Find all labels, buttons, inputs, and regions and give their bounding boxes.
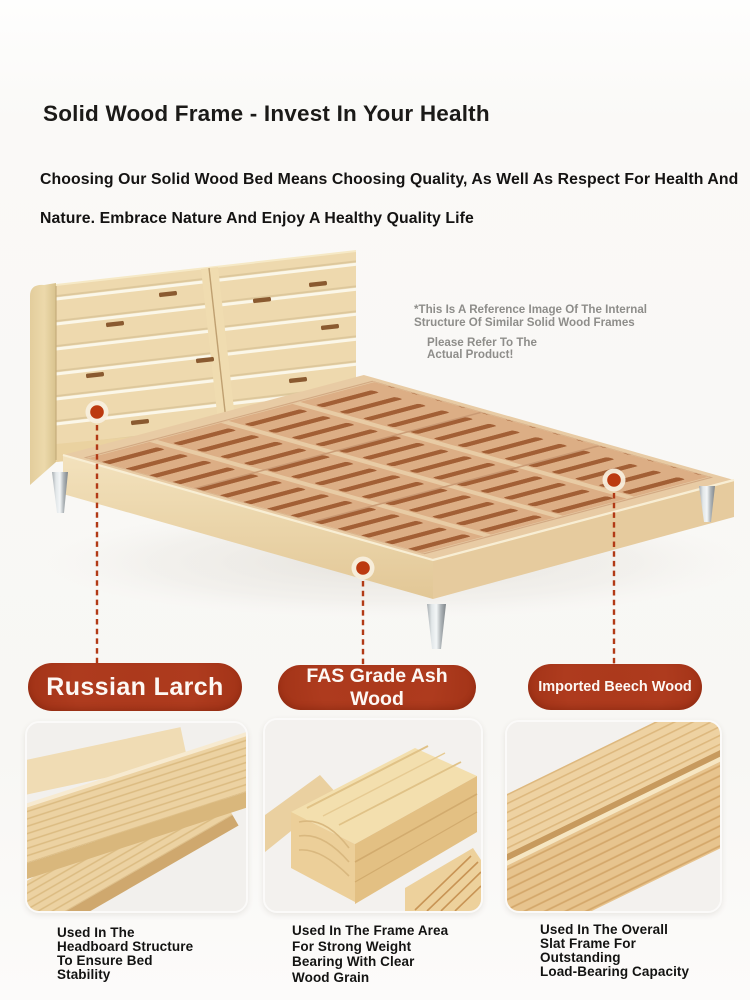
caption-ash-line-4: Wood Grain: [292, 969, 370, 985]
bed-structure-image: [0, 232, 750, 667]
caption-ash: [292, 923, 492, 985]
beech-wood-photo: [507, 722, 720, 911]
reference-note-line-2: Structure Of Similar Solid Wood Frames: [414, 316, 635, 329]
intro-line-1: Choosing Our Solid Wood Bed Means Choosing Quality, As Well As Respect For Health And: [40, 171, 739, 188]
caption-larch: [57, 926, 257, 982]
reference-note-line-4: Actual Product!: [427, 347, 514, 361]
callout-dot-frame: [352, 557, 375, 580]
page-title: Solid Wood Frame - Invest In Your Health: [43, 101, 490, 126]
material-label-ash-wood: FAS Grade Ash Wood: [278, 665, 476, 710]
caption-beech-line-4: Load-Bearing Capacity: [540, 964, 690, 979]
caption-ash-line-2: For Strong Weight: [292, 938, 412, 954]
material-label-russian-larch: Russian Larch: [28, 663, 242, 711]
caption-beech-line-1: Used In The Overall: [540, 922, 668, 937]
wood-sample-card-beech: [505, 720, 722, 913]
reference-note-secondary: [427, 337, 667, 360]
caption-ash-line-3: Bearing With Clear: [292, 954, 415, 969]
reference-note: [414, 303, 714, 329]
caption-larch-line-3: To Ensure Bed: [57, 953, 153, 968]
intro-paragraph: [40, 161, 740, 238]
material-label-beech-wood: Imported Beech Wood: [528, 664, 702, 710]
callout-dot-headboard: [86, 401, 109, 424]
caption-larch-line-4: Stability: [57, 967, 111, 982]
wood-sample-card-ash: [263, 718, 483, 913]
caption-beech-line-2: Slat Frame For: [540, 936, 636, 951]
wood-sample-card-larch: [25, 721, 248, 913]
reference-note-line-1: *This Is A Reference Image Of The Internal: [414, 303, 648, 316]
caption-beech: [540, 923, 740, 979]
larch-wood-photo: [27, 723, 246, 911]
ash-wood-photo: [265, 720, 481, 911]
caption-beech-line-3: Outstanding: [540, 950, 621, 965]
intro-line-2: Nature. Embrace Nature And Enjoy A Healthy Quality Life: [40, 209, 474, 227]
bed-structure-hero: [0, 232, 750, 667]
caption-larch-line-2: Headboard Structure: [57, 939, 194, 954]
caption-ash-line-1: Used In The Frame Area: [292, 923, 449, 938]
callout-dot-slats: [603, 469, 626, 492]
reference-note-line-3: Please Refer To The: [427, 336, 537, 349]
caption-larch-line-1: Used In The: [57, 925, 135, 940]
